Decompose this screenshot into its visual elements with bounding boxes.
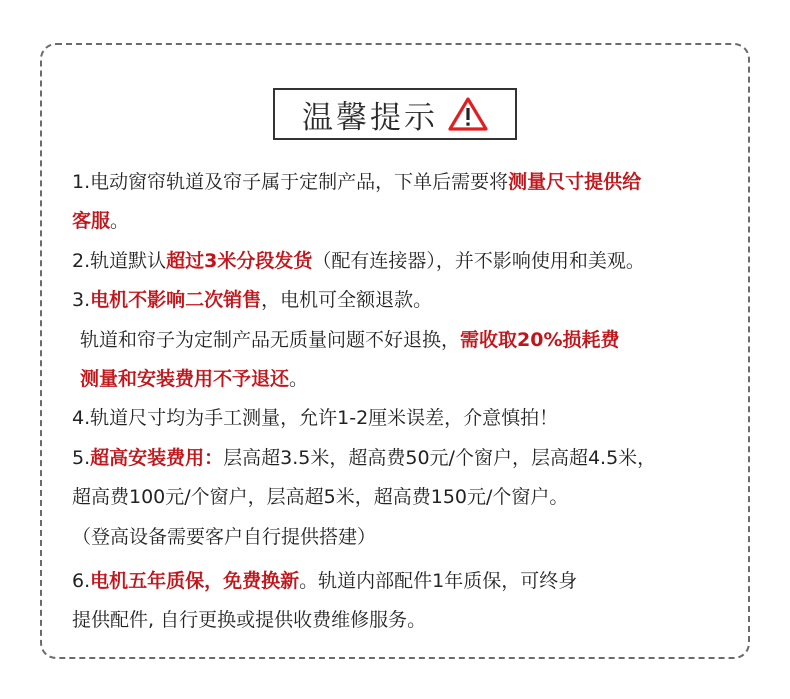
line-5-text: 轨道和帘子为定制产品无质量问题不好退换， <box>80 329 461 351</box>
line-4-suffix: ，电机可全额退款。 <box>261 289 433 311</box>
line-8-suffix: 层高超3.5米，超高费50元/个窗户，层高超4.5米， <box>223 447 657 469</box>
line-4-highlight: 电机不影响二次销售 <box>90 289 262 311</box>
line-6-text: 。 <box>289 368 309 390</box>
line-1-highlight: 测量尺寸提供给 <box>508 171 642 193</box>
warning-icon <box>448 96 488 132</box>
notice-title: 温馨提示 <box>302 99 438 136</box>
notice-line-10 <box>72 524 376 550</box>
notice-line-6 <box>80 366 308 392</box>
line-1-text: 1.电动窗帘轨道及帘子属于定制产品，下单后需要将 <box>72 171 509 193</box>
line-5-highlight: 需收取20%损耗费 <box>460 329 620 351</box>
line-9-text: 超高费100元/个窗户，层高超5米，超高费150元/个窗户。 <box>72 486 569 508</box>
notice-title-box <box>273 88 517 140</box>
line-6-highlight: 测量和安装费用不予退还 <box>80 368 290 390</box>
notice-line-5 <box>80 327 620 353</box>
line-2-highlight: 客服 <box>72 210 111 232</box>
notice-line-8 <box>72 445 656 471</box>
line-2-text: 。 <box>110 210 130 232</box>
line-11-prefix: 6. <box>72 570 91 592</box>
line-3-suffix: （配有连接器），并不影响使用和美观。 <box>312 250 645 272</box>
line-8-highlight: 超高安装费用： <box>90 447 224 469</box>
line-8-prefix: 5. <box>72 447 91 469</box>
line-3-highlight: 超过3米分段发货 <box>166 250 313 272</box>
notice-line-4 <box>72 287 432 313</box>
notice-line-3 <box>72 248 645 274</box>
notice-line-9 <box>72 484 568 510</box>
line-11-suffix: 。轨道内部配件1年质保，可终身 <box>299 570 578 592</box>
line-7-text: 4.轨道尺寸均为手工测量，允许1-2厘米误差，介意慎拍！ <box>72 407 559 429</box>
line-12-text: 提供配件, 自行更换或提供收费维修服务。 <box>72 609 427 631</box>
notice-line-12 <box>72 607 426 633</box>
notice-line-2 <box>72 208 129 234</box>
notice-line-11 <box>72 568 577 594</box>
notice-line-1 <box>72 169 641 195</box>
line-3-prefix: 2.轨道默认 <box>72 250 167 272</box>
notice-line-7 <box>72 405 558 431</box>
line-4-prefix: 3. <box>72 289 91 311</box>
line-11-highlight: 电机五年质保，免费换新 <box>90 570 300 592</box>
line-10-text: （登高设备需要客户自行提供搭建） <box>72 526 377 548</box>
